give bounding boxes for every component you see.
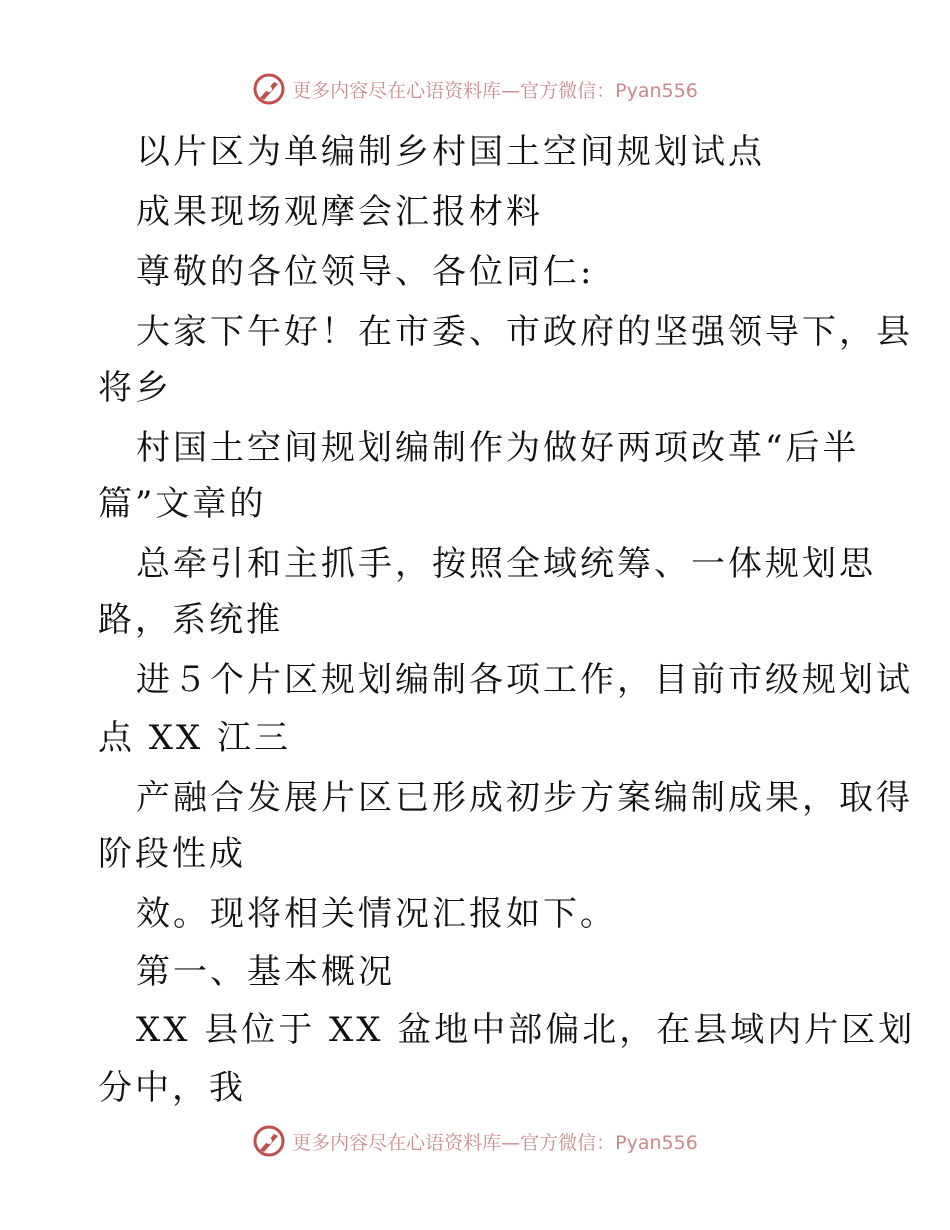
doc-line: 村国土空间规划编制作为做好两项改革“后半 — [136, 428, 860, 468]
doc-line: 效。现将相关情况汇报如下。 — [136, 894, 617, 934]
doc-line: 第一、基本概况 — [136, 952, 395, 992]
doc-line: 分中，我 — [98, 1068, 246, 1108]
doc-line: XX 县位于 XX 盆地中部偏北，在县域内片区划 — [136, 1010, 916, 1050]
pen-logo-icon — [252, 72, 286, 106]
watermark-text: 更多内容尽在心语资料库—官方微信：Pyan556 — [292, 1131, 698, 1154]
doc-line: 阶段性成 — [98, 834, 246, 874]
doc-line: 产融合发展片区已形成初步方案编制成果，取得 — [136, 778, 913, 818]
doc-line: 以片区为单编制乡村国土空间规划试点 — [136, 132, 765, 172]
doc-line: 大家下午好！在市委、市政府的坚强领导下，县 — [136, 312, 913, 352]
footer-watermark — [0, 1124, 950, 1158]
doc-line: 篇”文章的 — [98, 484, 267, 524]
doc-line: 将乡 — [98, 368, 172, 408]
watermark-text: 更多内容尽在心语资料库—官方微信：Pyan556 — [292, 79, 698, 102]
doc-line: 尊敬的各位领导、各位同仁: — [136, 252, 595, 292]
pen-logo-icon — [252, 1124, 286, 1158]
doc-line: 点 XX 江三 — [98, 718, 292, 758]
doc-line: 进５个片区规划编制各项工作，目前市级规划试 — [136, 660, 913, 700]
header-watermark — [0, 72, 950, 106]
doc-line: 成果现场观摩会汇报材料 — [136, 192, 543, 232]
doc-line: 路，系统推 — [98, 600, 283, 640]
doc-line: 总牵引和主抓手，按照全域统筹、一体规划思 — [136, 544, 876, 584]
